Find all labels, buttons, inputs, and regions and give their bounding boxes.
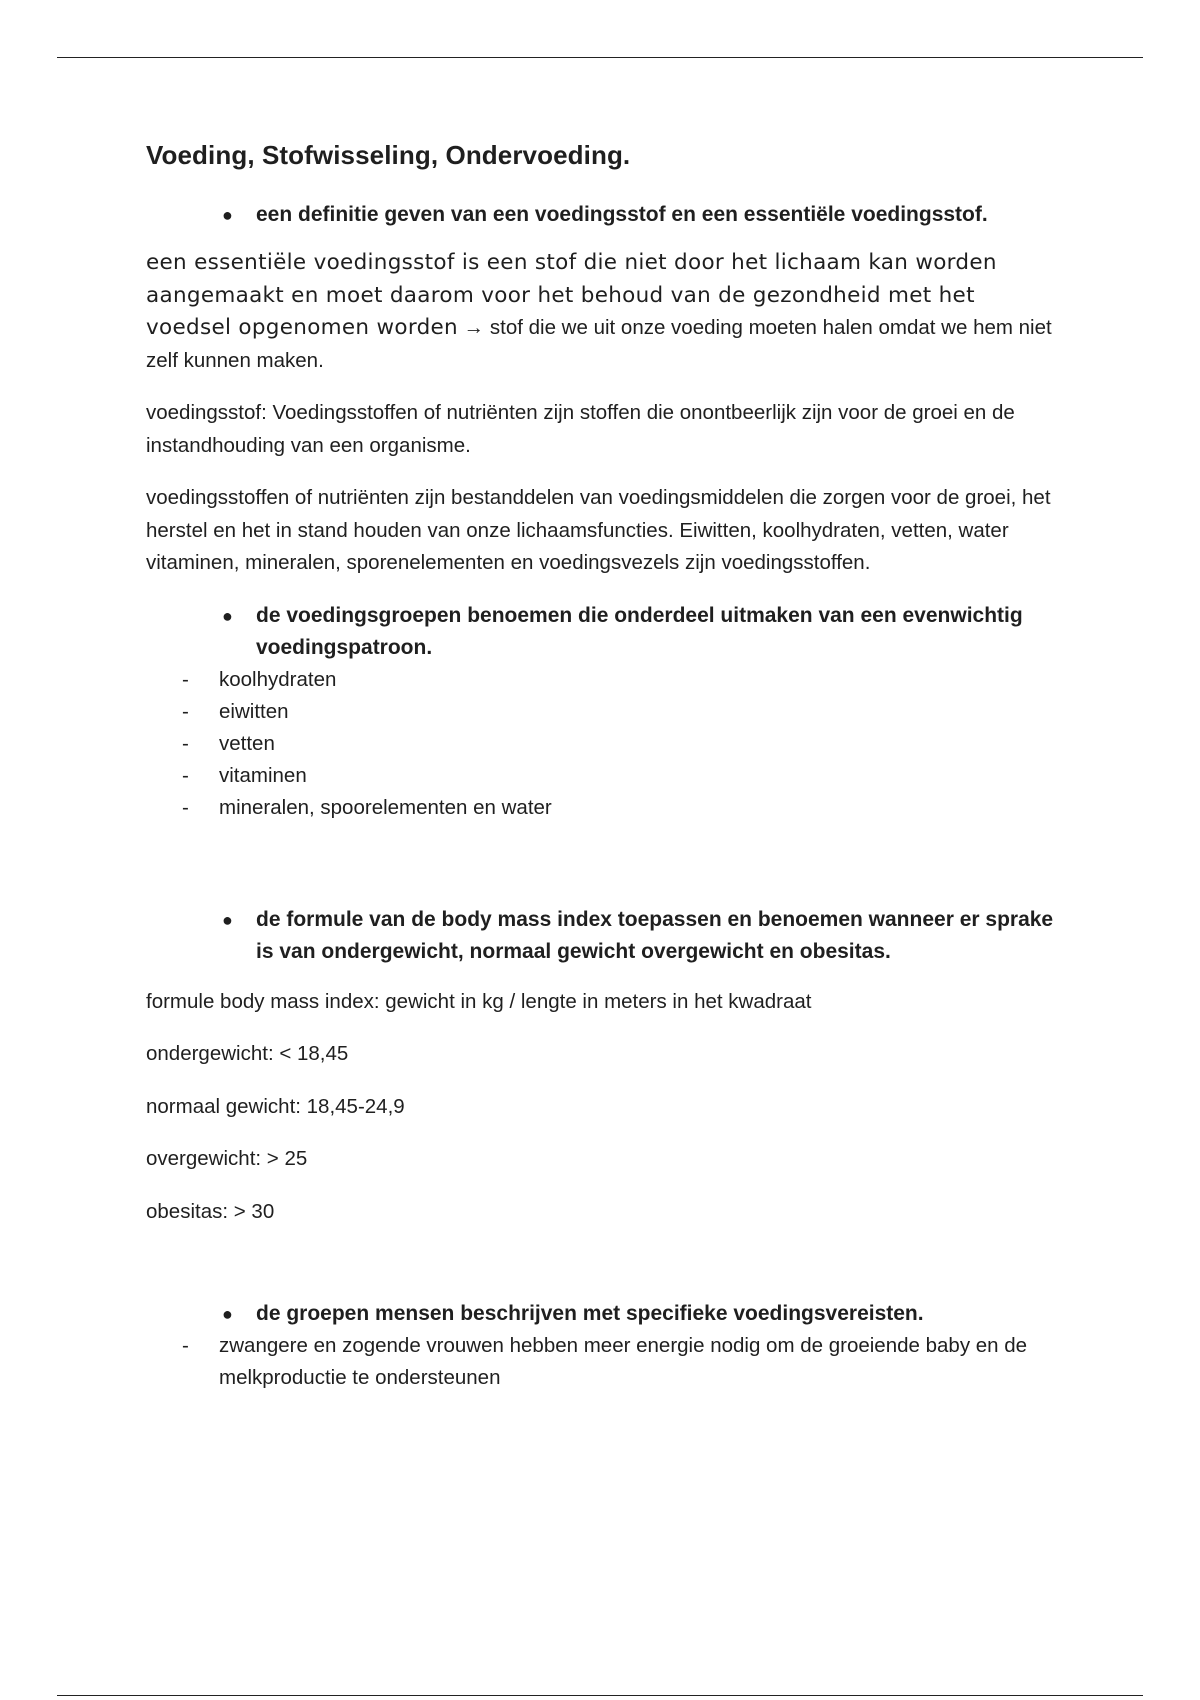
bullet-icon: ●	[222, 605, 233, 626]
section-heading-voedingsgroepen: ● de voedingsgroepen benoemen die onderdeel uitmaken van een evenwichtig voedingspatroon.	[146, 600, 1066, 664]
voedingsgroepen-list	[146, 664, 1066, 824]
list-item: - vetten	[182, 731, 275, 755]
bottom-rule	[57, 1695, 1143, 1696]
list-item: - zwangere en zogende vrouwen hebben meer energie nodig om de groeiende baby en de melkproductie te ondersteunen	[182, 1334, 1028, 1389]
paragraph-essentiele-voedingsstof: een essentiële voedingsstof is een stof die niet door het lichaam kan worden aangemaakt en moet daarom voor het behoud van de gezondheid met het voedsel opgenomen worden → stof die we uit onze voeding moeten halen omdat we hem niet zelf kunnen maken.	[146, 250, 1052, 372]
document-title: Voeding, Stofwisseling, Ondervoeding.	[146, 140, 631, 170]
section-heading-specifieke-groepen: ● de groepen mensen beschrijven met specifieke voedingsvereisten.	[146, 1298, 1066, 1330]
bullet-icon: ●	[222, 1304, 233, 1324]
list-item: - mineralen, spoorelementen en water	[182, 795, 552, 819]
list-item: - vitaminen	[182, 763, 307, 787]
paragraph-nutrienten: voedingsstoffen of nutriënten zijn bestanddelen van voedingsmiddelen die zorgen voor de groei, het herstel en het in stand houden van onze lichaamsfuncties. Eiwitten, koolhydraten, vetten, water vitaminen, mineralen, sporenelementen en voedingsvezels zijn voedingsstoffen.	[146, 486, 1051, 574]
section-heading-bmi: ● de formule van de body mass index toepassen en benoemen wanneer er sprake is van ondergewicht, normaal gewicht overgewicht en obesitas.	[146, 904, 1066, 968]
bmi-obesitas: obesitas: > 30	[146, 1199, 275, 1223]
section-heading-definitie: ● een definitie geven van een voedingsstof en een essentiële voedingsstof.	[146, 199, 1066, 231]
document-body	[146, 140, 1066, 1394]
list-item: - koolhydraten	[182, 667, 337, 691]
bullet-icon: ●	[222, 909, 233, 930]
specifieke-groepen-list	[146, 1330, 1066, 1394]
bmi-ondergewicht: ondergewicht: < 18,45	[146, 1042, 349, 1065]
top-rule	[57, 57, 1143, 58]
bmi-formula: formule body mass index: gewicht in kg / lengte in meters in het kwadraat	[146, 989, 812, 1013]
bmi-normaal-gewicht: normaal gewicht: 18,45-24,9	[146, 1094, 405, 1118]
bullet-icon: ●	[222, 205, 233, 225]
bmi-overgewicht: overgewicht: > 25	[146, 1147, 308, 1170]
list-item: - eiwitten	[182, 699, 289, 723]
paragraph-voedingsstof: voedingsstof: Voedingsstoffen of nutriënten zijn stoffen die onontbeerlijk zijn voor de groei en de instandhouding van een organisme.	[146, 401, 1015, 457]
